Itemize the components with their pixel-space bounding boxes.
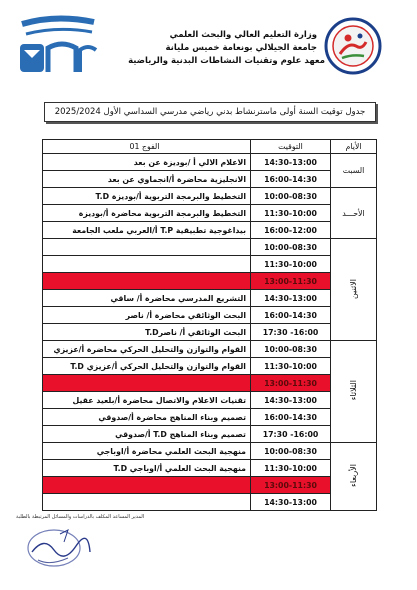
time-cell: 13:00-11:30: [251, 477, 331, 494]
day-monday-label: الاثنين: [349, 278, 358, 299]
day-tuesday-label: الثلاثاء: [349, 380, 358, 401]
table-row: [43, 341, 377, 358]
table-row: [43, 307, 377, 324]
time-cell: 14:30-13:00: [251, 290, 331, 307]
course-cell: التخطيط والبرمجة التربوية محاضرة أ/بوديزة: [43, 205, 251, 222]
schedule-table: [42, 139, 377, 511]
ministry-name: وزارة التعليم العالي والبحث العلمي: [169, 30, 317, 40]
day-monday: [331, 239, 377, 341]
course-cell: بيداغوجية تطبيقية T.P أ/العربي ملعب الجامعة: [43, 222, 251, 239]
course-cell: تصميم وبناء المناهج محاضرة أ/صدوقي: [43, 409, 251, 426]
signature-stamp: [24, 522, 94, 574]
time-cell: 16:00-14:30: [251, 171, 331, 188]
table-row: [43, 256, 377, 273]
time-cell: 10:00-08:30: [251, 443, 331, 460]
break-row: [43, 477, 377, 494]
day-sunday: الأحـــد: [331, 188, 377, 239]
day-tuesday: [331, 341, 377, 443]
table-row: [43, 324, 377, 341]
time-cell: 16:00-12:00: [251, 222, 331, 239]
course-cell: [43, 375, 251, 392]
table-row: [43, 443, 377, 460]
course-cell: [43, 494, 251, 511]
time-cell: 11:30-10:00: [251, 358, 331, 375]
table-row: [43, 239, 377, 256]
table-row: [43, 409, 377, 426]
time-cell: 14:30-13:00: [251, 154, 331, 171]
course-cell: [43, 273, 251, 290]
table-row: [43, 171, 377, 188]
time-cell: 11:30-10:00: [251, 460, 331, 477]
table-row: [43, 222, 377, 239]
course-cell: [43, 477, 251, 494]
table-row: [43, 460, 377, 477]
table-row: [43, 392, 377, 409]
course-cell: الانجليزية محاضرة أ/انجماوي عن بعد: [43, 171, 251, 188]
table-row: [43, 426, 377, 443]
break-row: [43, 375, 377, 392]
course-cell: القوام والتوازن والتحليل الحركي محاضرة أ/عزيزي: [43, 341, 251, 358]
university-name: جامعة الجيلالي بونعامة خميس مليانة: [165, 43, 317, 53]
institute-logo: [318, 16, 388, 76]
day-wednesday: [331, 443, 377, 511]
time-cell: 16:00-14:30: [251, 409, 331, 426]
break-row: [43, 273, 377, 290]
course-cell: البحث الوثائقي محاضرة أ/ ناصر: [43, 307, 251, 324]
course-cell: البحث الوثائقي أ/ ناصرT.D: [43, 324, 251, 341]
footer-note: المدير المساعد المكلف بالدراسات والمسائل المرتبطة بالطلبة: [16, 514, 145, 520]
course-cell: تصميم وبناء المناهج T.D أ/صدوقي: [43, 426, 251, 443]
header-days: الأيام: [331, 140, 377, 154]
time-cell: 16:00-14:30: [251, 307, 331, 324]
table-header-row: [43, 140, 377, 154]
table-row: [43, 494, 377, 511]
time-cell: 14:30-13:00: [251, 392, 331, 409]
table-row: [43, 290, 377, 307]
time-cell: 17:30 -16:00: [251, 426, 331, 443]
day-wednesday-label: الأربعاء: [349, 464, 358, 487]
time-cell: 13:00-11:30: [251, 273, 331, 290]
time-cell: 10:00-08:30: [251, 341, 331, 358]
course-cell: التشريع المدرسي محاضرة أ/ ساقي: [43, 290, 251, 307]
institute-name: معهد علوم وتقنيات النشاطات البدنية والرياضية: [128, 56, 325, 66]
time-cell: 14:30-13:00: [251, 494, 331, 511]
time-cell: 10:00-08:30: [251, 188, 331, 205]
course-cell: منهجية البحث العلمي أ/اوباجي T.D: [43, 460, 251, 477]
course-cell: الاعلام الالي أ /بوديزة عن بعد: [43, 154, 251, 171]
course-cell: القوام والتوازن والتحليل الحركي أ/عزيزي T.D: [43, 358, 251, 375]
schedule-title: جدول توقيت السنة أولى ماسترنشاط بدني رياضي مدرسي السداسي الأول 2025/2024: [44, 102, 376, 122]
course-cell: منهجية البحث العلمي محاضرة أ/اوباجي: [43, 443, 251, 460]
time-cell: 17:30 -16:00: [251, 324, 331, 341]
table-row: [43, 188, 377, 205]
time-cell: 10:00-08:30: [251, 239, 331, 256]
course-cell: [43, 239, 251, 256]
table-row: [43, 205, 377, 222]
university-logo: [16, 14, 100, 78]
course-cell: التخطيط والبرمجة التربوية أ/بوديزة T.D: [43, 188, 251, 205]
time-cell: 11:30-10:00: [251, 256, 331, 273]
header-time: التوقيت: [251, 140, 331, 154]
time-cell: 13:00-11:30: [251, 375, 331, 392]
time-cell: 11:30-10:00: [251, 205, 331, 222]
course-cell: [43, 256, 251, 273]
table-row: [43, 154, 377, 171]
course-cell: تقنيات الاعلام والاتصال محاضرة أ/بلعيد عقيل: [43, 392, 251, 409]
header-group: الفوج 01: [43, 140, 251, 154]
table-row: [43, 358, 377, 375]
day-saturday: السبت: [331, 154, 377, 188]
